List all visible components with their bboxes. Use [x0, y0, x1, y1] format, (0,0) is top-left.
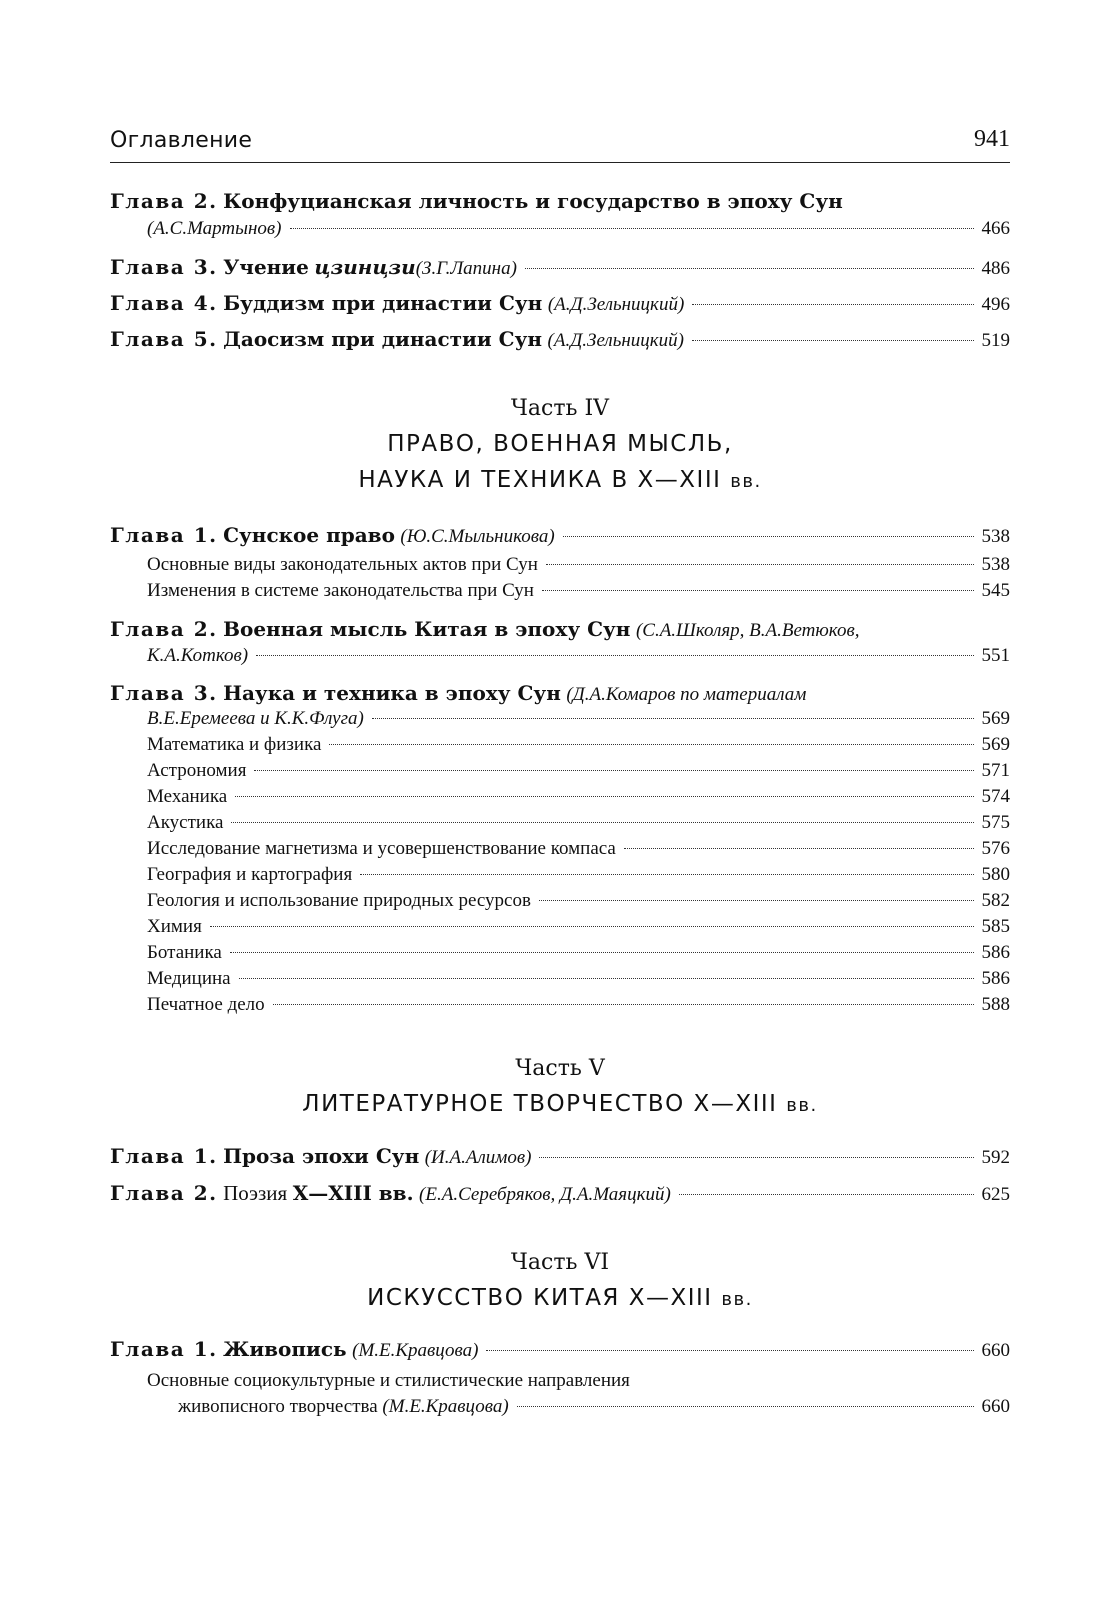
leader-dots [525, 268, 974, 269]
section-title: Основные социокультурные и стилистические направления [147, 1370, 630, 1391]
chapter-title-term: цзинцзи [314, 255, 416, 279]
leader-dots [692, 304, 973, 305]
page-ref: 551 [981, 645, 1010, 666]
toc-section[interactable] [147, 760, 1010, 786]
section-title: живописного творчества [178, 1396, 378, 1417]
chapter-author: (А.Д.Зельницкий) [547, 294, 685, 315]
section-title: Химия [147, 916, 202, 937]
page-ref: 466 [981, 218, 1010, 239]
toc-entry-p4-ch2[interactable] [110, 616, 1010, 642]
toc-entry-p3-ch4[interactable] [110, 290, 1010, 316]
chapter-author: (Ю.С.Мыльникова) [400, 526, 555, 547]
section-title: Астрономия [147, 760, 247, 781]
chapter-author: (С.А.Школяр, В.А.Ветюков, [635, 620, 860, 641]
leader-dots [539, 900, 974, 901]
toc-section[interactable] [147, 942, 1010, 968]
chapter-title: Живопись [223, 1337, 347, 1361]
part-title-line1: ПРАВО, ВОЕННАЯ МЫСЛЬ, [387, 431, 733, 457]
toc-entry-p4-ch1[interactable] [110, 522, 1010, 548]
leader-dots [539, 1157, 973, 1158]
toc-entry-p5-ch1[interactable] [110, 1143, 1010, 1169]
section-title: Медицина [147, 968, 231, 989]
chapter-title: Учение [223, 255, 309, 279]
page-ref: 575 [981, 812, 1010, 833]
chapter-title: Проза эпохи Сун [223, 1144, 420, 1168]
chapter-author: (И.А.Алимов) [424, 1147, 532, 1168]
leader-dots [290, 228, 974, 229]
running-header [110, 128, 1010, 163]
leader-dots [254, 770, 973, 771]
part-title-text: ИСКУССТВО КИТАЯ X—XIII [367, 1285, 713, 1311]
chapter-label: Глава 1. [110, 1144, 218, 1168]
chapter-author: (Д.А.Комаров по материалам [566, 684, 807, 705]
part-title-text: ЛИТЕРАТУРНОЕ ТВОРЧЕСТВО X—XIII [302, 1091, 778, 1117]
page-ref: 580 [981, 864, 1010, 885]
chapter-title-period: X—XIII вв. [292, 1181, 414, 1205]
section-title: Механика [147, 786, 228, 807]
page-number: 941 [974, 126, 1010, 152]
page-ref: 571 [981, 760, 1010, 781]
page-ref: 574 [981, 786, 1010, 807]
page-ref: 588 [981, 994, 1010, 1015]
toc-entry-p4-ch3[interactable] [110, 680, 1010, 706]
toc-entry-p3-ch5[interactable] [110, 326, 1010, 352]
page-ref: 486 [981, 258, 1010, 279]
section-title: География и картография [147, 864, 353, 885]
leader-dots [239, 978, 974, 979]
section-title: Печатное дело [147, 994, 265, 1015]
toc-section[interactable] [147, 580, 1010, 606]
chapter-label: Глава 3. [110, 681, 218, 705]
chapter-label: Глава 2. [110, 189, 218, 213]
toc-section[interactable] [147, 968, 1010, 994]
leader-dots [542, 590, 974, 591]
page-ref: 538 [981, 526, 1010, 547]
page-ref: 545 [981, 580, 1010, 601]
chapter-title: Буддизм при династии Сун [223, 291, 543, 315]
toc-entry-p4-ch2-cont[interactable] [147, 645, 1010, 671]
chapter-title: Сунское право [223, 523, 395, 547]
toc-section[interactable] [147, 734, 1010, 760]
chapter-label: Глава 1. [110, 523, 218, 547]
toc-section[interactable] [147, 864, 1010, 890]
toc-section-cont[interactable] [178, 1396, 1010, 1422]
part-title-text: НАУКА И ТЕХНИКА В X—XIII [358, 467, 722, 493]
section-author: (М.Е.Кравцова) [382, 1396, 509, 1417]
page-ref: 625 [981, 1184, 1010, 1205]
page-ref: 519 [981, 330, 1010, 351]
chapter-title: Поэзия [223, 1181, 288, 1205]
toc-entry-p4-ch3-cont[interactable] [147, 708, 1010, 734]
page-ref: 569 [981, 708, 1010, 729]
page-ref: 569 [981, 734, 1010, 755]
chapter-label: Глава 1. [110, 1337, 218, 1361]
page-ref: 660 [981, 1340, 1010, 1361]
chapter-title: Наука и техника в эпоху Сун [223, 681, 561, 705]
page-ref: 538 [981, 554, 1010, 575]
chapter-label: Глава 4. [110, 291, 218, 315]
part-title-suffix: вв. [730, 471, 762, 492]
chapter-author: (Е.А.Серебряков, Д.А.Маяцкий) [419, 1184, 671, 1205]
section-title: Геология и использование природных ресурсов [147, 890, 531, 911]
chapter-label: Глава 2. [110, 1181, 218, 1205]
part-title-line2 [110, 462, 1010, 500]
leader-dots [624, 848, 974, 849]
chapter-author: (М.Е.Кравцова) [352, 1340, 479, 1361]
chapter-author: (А.С.Мартынов) [147, 218, 282, 239]
leader-dots [546, 564, 974, 565]
header-title: Оглавление [110, 128, 253, 153]
chapter-label: Глава 2. [110, 617, 218, 641]
section-title: Ботаника [147, 942, 222, 963]
leader-dots [329, 744, 973, 745]
toc-entry-p3-ch2[interactable] [110, 188, 1010, 214]
leader-dots [517, 1406, 974, 1407]
leader-dots [360, 874, 973, 875]
toc-section[interactable] [147, 916, 1010, 942]
toc-section[interactable] [147, 838, 1010, 864]
leader-dots [273, 1004, 974, 1005]
chapter-author: (А.Д.Зельницкий) [547, 330, 684, 351]
leader-dots [486, 1350, 973, 1351]
chapter-author: К.А.Котков) [147, 645, 249, 666]
section-title: Основные виды законодательных актов при Сун [147, 554, 538, 575]
leader-dots [372, 718, 974, 719]
leader-dots [210, 926, 974, 927]
leader-dots [256, 655, 973, 656]
part-title [110, 1280, 1010, 1318]
part-title [110, 1086, 1010, 1124]
section-title: Математика и физика [147, 734, 322, 755]
part-title-suffix: вв. [786, 1095, 818, 1116]
page-ref: 586 [981, 942, 1010, 963]
chapter-label: Глава 5. [110, 327, 218, 351]
leader-dots [231, 822, 973, 823]
toc-entry-p6-ch1[interactable] [110, 1336, 1010, 1362]
page-ref: 586 [981, 968, 1010, 989]
part-number: Часть IV [510, 396, 610, 421]
toc-entry-p3-ch3[interactable] [110, 254, 1010, 280]
leader-dots [230, 952, 974, 953]
toc-section[interactable] [147, 1370, 1010, 1396]
chapter-label: Глава 3. [110, 255, 218, 279]
leader-dots [235, 796, 973, 797]
chapter-title: Даосизм при династии Сун [223, 327, 543, 351]
chapter-title: Конфуцианская личность и государство в эпоху Сун [223, 189, 843, 213]
page-ref: 660 [981, 1396, 1010, 1417]
part-title-suffix: вв. [721, 1289, 753, 1310]
part-number: Часть VI [510, 1250, 610, 1275]
page-ref: 576 [981, 838, 1010, 859]
leader-dots [692, 340, 974, 341]
toc-section[interactable] [147, 890, 1010, 916]
toc-section[interactable] [147, 786, 1010, 812]
page-ref: 496 [981, 294, 1010, 315]
toc-section[interactable] [147, 554, 1010, 580]
toc-entry-p5-ch2[interactable] [110, 1180, 1010, 1206]
chapter-author: В.Е.Еремеева и К.К.Флуга) [147, 708, 364, 729]
chapter-title: Военная мысль Китая в эпоху Сун [223, 617, 631, 641]
page-ref: 582 [981, 890, 1010, 911]
part-number: Часть V [515, 1056, 605, 1081]
leader-dots [679, 1194, 974, 1195]
toc-section[interactable] [147, 994, 1010, 1020]
leader-dots [563, 536, 974, 537]
section-title: Изменения в системе законодательства при Сун [147, 580, 534, 601]
section-title: Акустика [147, 812, 224, 833]
page-ref: 592 [981, 1147, 1010, 1168]
section-title: Исследование магнетизма и усовершенствование компаса [147, 838, 616, 859]
toc-section[interactable] [147, 812, 1010, 838]
toc-entry-p3-ch2-cont[interactable] [147, 218, 1010, 244]
page-ref: 585 [981, 916, 1010, 937]
chapter-author: (З.Г.Лапина) [415, 258, 517, 279]
